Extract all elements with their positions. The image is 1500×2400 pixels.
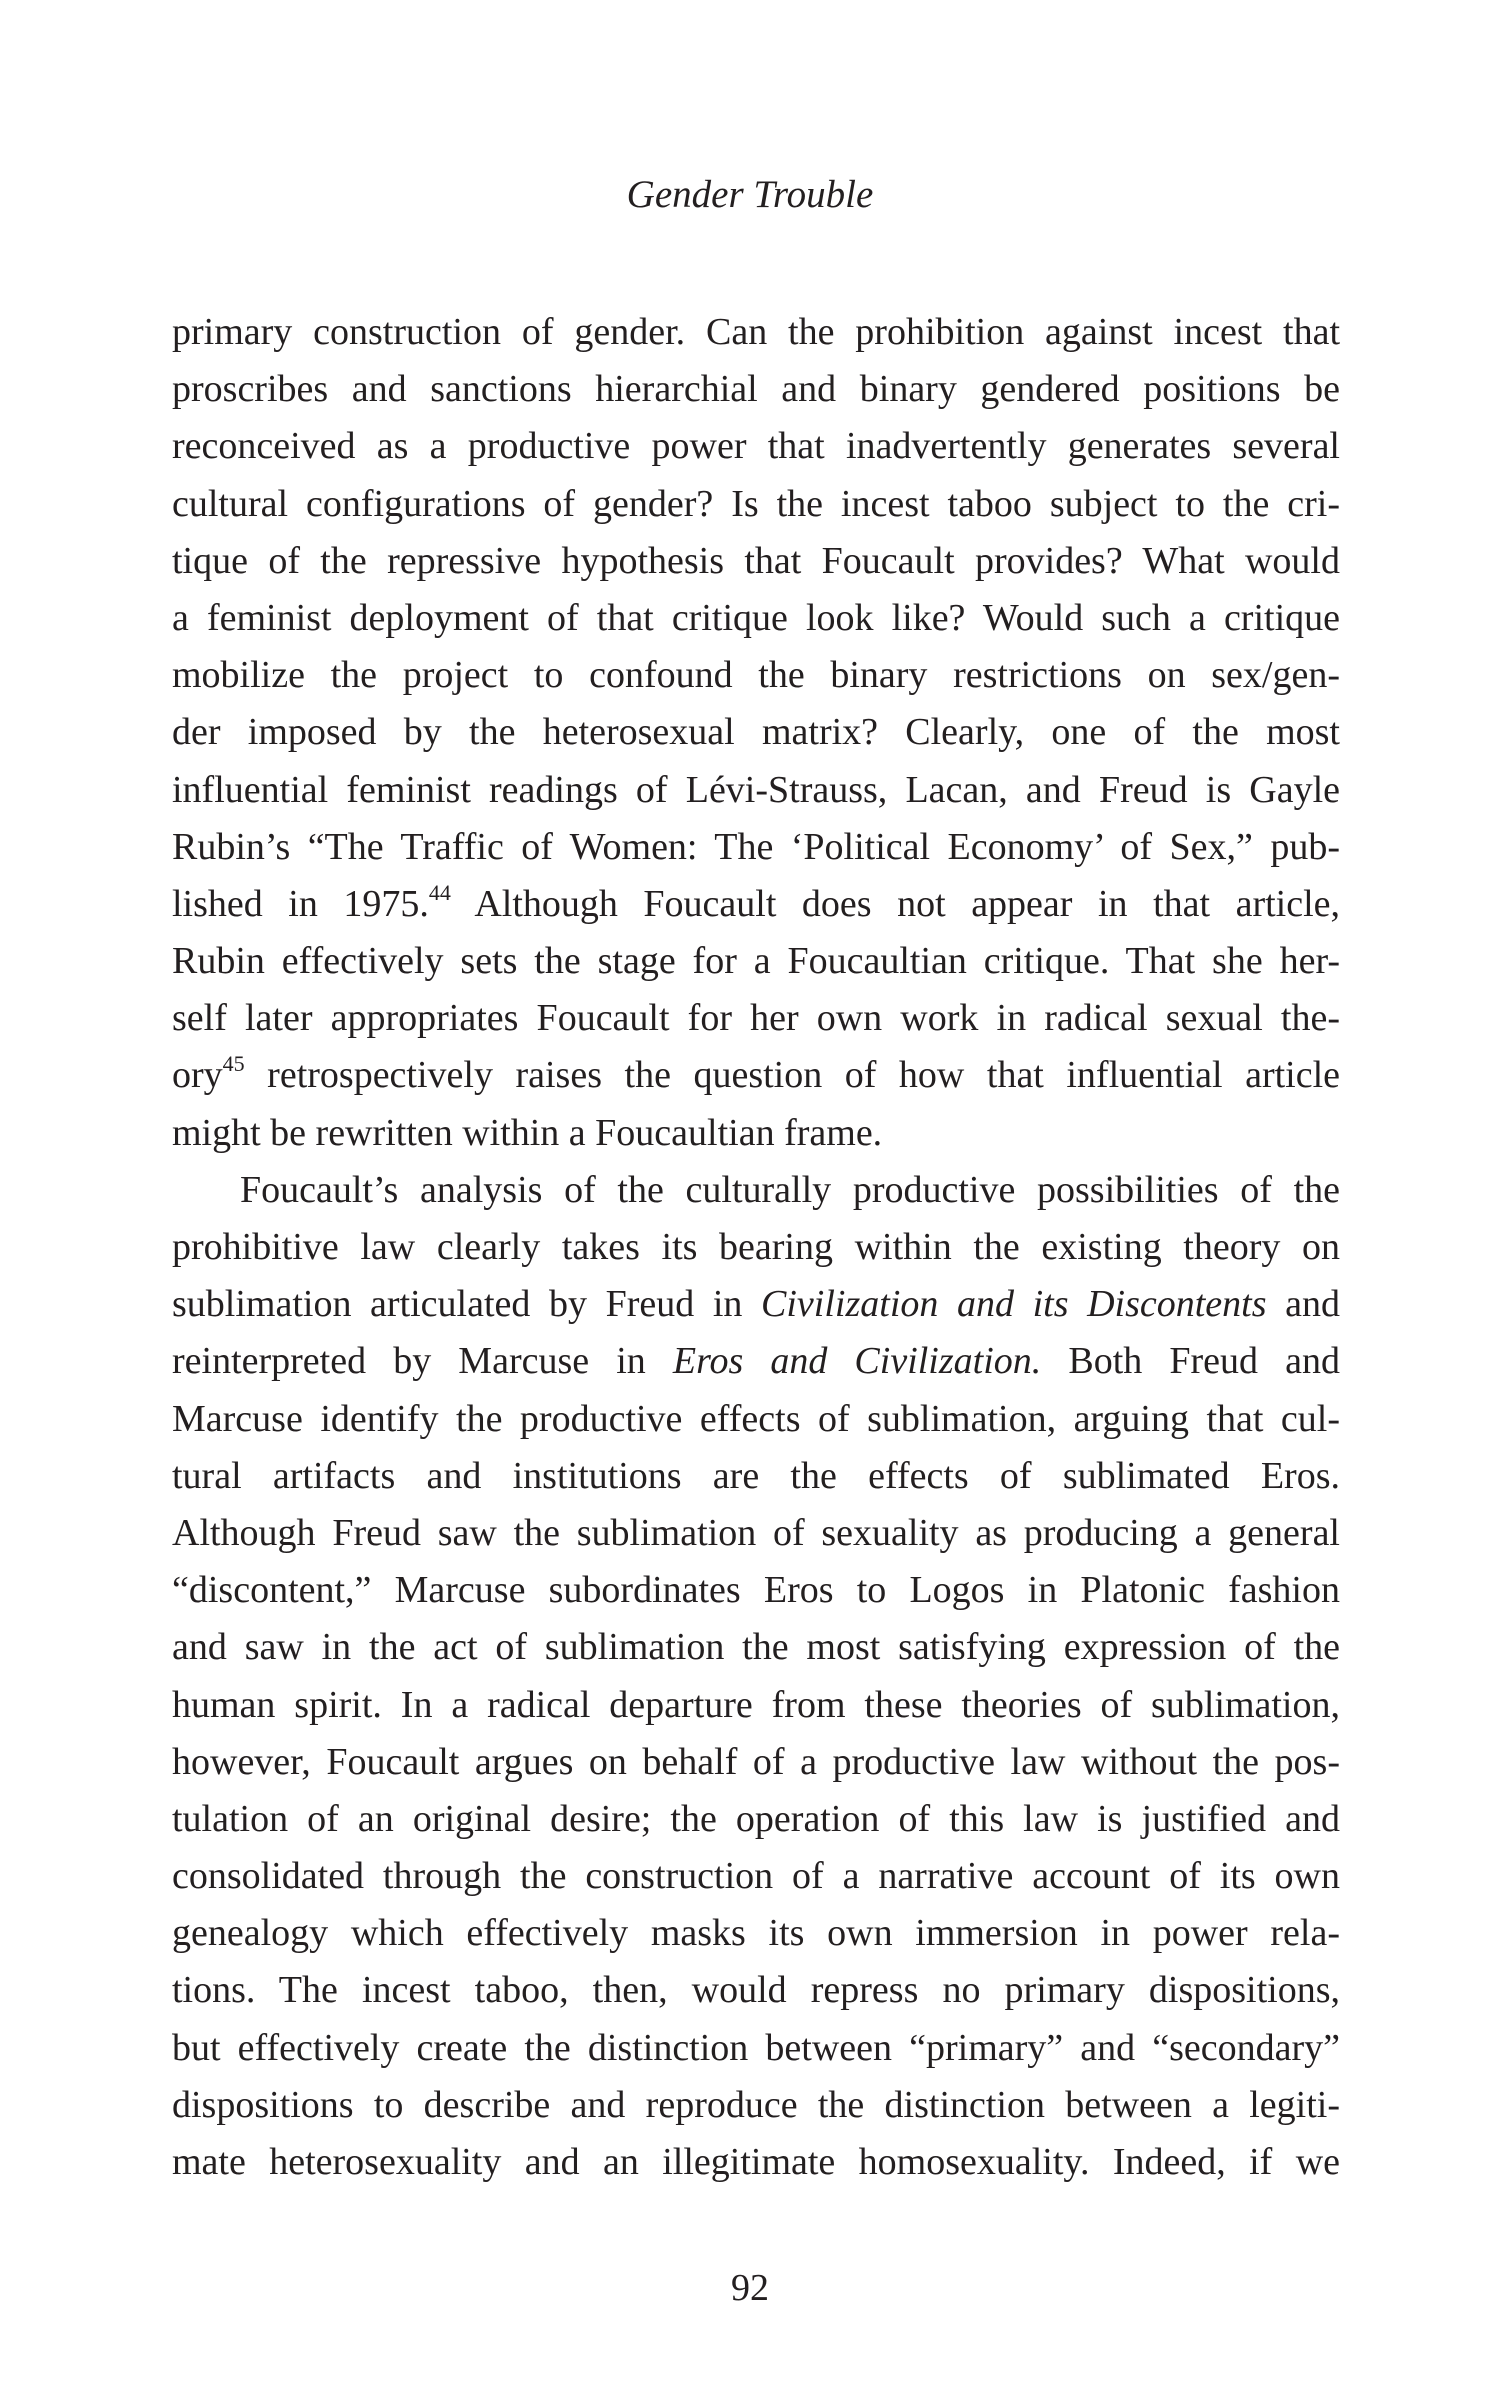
page-number: 92 [731,2267,769,2309]
text-line: consolidated through the construction of a narrative account of its own [172,1855,1340,1898]
text-line: primary construction of gender. Can the prohibition against incest that [172,311,1340,353]
text-line: self later appropriates Foucault for her own work in radical sexual the- [172,997,1340,1040]
book-title: Eros and Civilization. [672,1340,1042,1383]
text-line: might be rewritten within a Foucaultian frame. [172,1111,883,1154]
text-line: prohibitive law clearly takes its bearing within the existing theory on [172,1226,1340,1268]
paragraph [172,1162,1340,2191]
text-line: mate heterosexuality and an illegitimate homosexuality. Indeed, if we [172,2141,1340,2183]
text-line: tural artifacts and institutions are the effects of sublimated Eros. [172,1454,1340,1497]
text-line: dispositions to describe and reproduce the distinction between a legiti- [172,2083,1340,2126]
text-line: human spirit. In a radical departure from these theories of sublimation, [172,1683,1340,1726]
book-title: Civilization and its Discontents [761,1283,1267,1326]
text-line: Foucault’s analysis of the culturally productive possibilities of the [240,1168,1340,1211]
text-line: however, Foucault argues on behalf of a productive law without the pos- [172,1740,1340,1783]
text-line: influential feminist readings of Lévi-Strauss, Lacan, and Freud is Gayle [172,768,1340,811]
text-line: Marcuse identify the productive effects of sublimation, arguing that cul- [172,1397,1340,1440]
text-line: a feminist deployment of that critique look like? Would such a critique [172,596,1340,639]
text-line: and saw in the act of sublimation the most satisfying expression of the [172,1626,1340,1669]
text-line: Although Freud saw the sublimation of sexuality as producing a general [172,1511,1340,1554]
body-text [172,304,1340,2191]
footnote-ref-44[interactable]: 44 [428,879,451,905]
text-line: der imposed by the heterosexual matrix? Clearly, one of the most [172,711,1340,754]
text-line: tulation of an original desire; the operation of this law is justified and [172,1797,1340,1840]
text-line: genealogy which effectively masks its own immersion in power rela- [172,1912,1340,1955]
text-line: reinterpreted by Marcuse in Eros and Civilization. Both Freud and [172,1340,1340,1383]
text-line: mobilize the project to confound the binary restrictions on sex/gen- [172,654,1340,697]
text-line: Rubin’s “The Traffic of Women: The ‘Political Economy’ of Sex,” pub- [172,825,1340,868]
text-line: tions. The incest taboo, then, would repress no primary dispositions, [172,1969,1340,2012]
running-head: Gender Trouble [626,173,874,216]
text-line: Rubin effectively sets the stage for a Foucaultian critique. That she her- [172,940,1340,983]
text-line: cultural configurations of gender? Is the incest taboo subject to the cri- [172,482,1340,525]
text-line: proscribes and sanctions hierarchial and binary gendered positions be [172,368,1340,411]
text-line: but effectively create the distinction between “primary” and “secondary” [172,2026,1340,2069]
text-line: lished in 1975.44 Although Foucault does not appear in that article, [172,879,1341,925]
footnote-ref-45[interactable]: 45 [222,1051,245,1077]
text-line: sublimation articulated by Freud in Civilization and its Discontents and [172,1283,1340,1326]
text-line: tique of the repressive hypothesis that Foucault provides? What would [172,539,1340,582]
text-line: ory$^{45}$ retrospectively raises the question of how that influential article [172,1051,1340,1097]
text-line: “discontent,” Marcuse subordinates Eros to Logos in Platonic fashion [172,1569,1340,1612]
text-line: reconceived as a productive power that inadvertently generates several [172,425,1340,468]
paragraph [172,304,1340,1162]
